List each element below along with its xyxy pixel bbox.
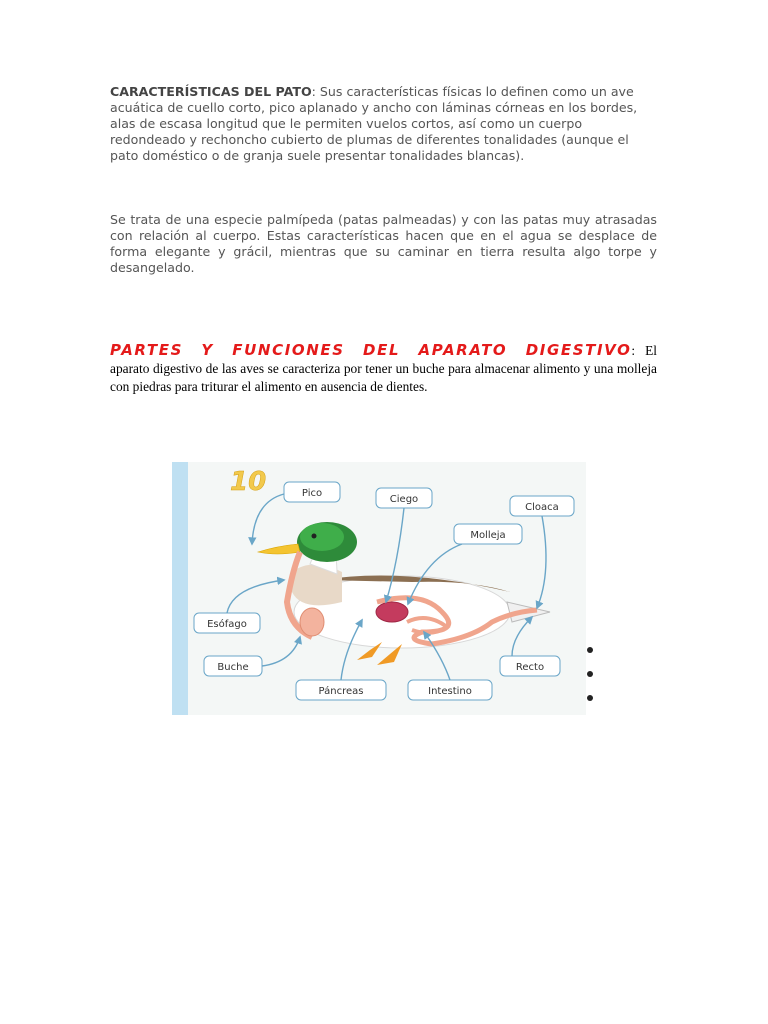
page-number: 10: [230, 467, 267, 497]
duck-digestive-diagram: [172, 462, 596, 715]
text-caracteristicas: : Sus características físicas lo definen como un ave acuática de cuello corto, pico aplanado y ancho con láminas córneas en los bordes, alas de escasa longitud que le permiten vuelos cortos, así como un cuerpo redondeado y rechoncho cubierto de plumas de diferentes tonalidades (aunque el pato doméstico o de granja suele presentar tonalidades blancas).: [110, 84, 638, 163]
svg-text:Esófago: Esófago: [207, 619, 247, 630]
svg-text:Páncreas: Páncreas: [318, 686, 364, 697]
paragraph-caracteristicas: [110, 84, 657, 164]
svg-text:Cloaca: Cloaca: [525, 502, 559, 513]
svg-text:Pico: Pico: [301, 488, 323, 499]
paragraph-aparato-digestivo: [110, 341, 657, 396]
right-margin: [586, 462, 596, 715]
svg-text:Buche: Buche: [217, 662, 249, 673]
paragraph-palmipeda: [110, 212, 657, 276]
binder-hole: [587, 695, 593, 701]
label-esofago: [194, 613, 260, 633]
binder-hole: [587, 671, 593, 677]
label-molleja: [454, 524, 522, 544]
label-recto: [500, 656, 560, 676]
label-ciego: [376, 488, 432, 508]
label-intestino: [408, 680, 492, 700]
text-palmipeda: Se trata de una especie palmípeda (patas palmeadas) y con las patas muy atrasadas con relación al cuerpo. Estas características hacen que en el agua se desplace de forma elegante y grácil, mientras que su caminar en tierra resulta algo torpe y desangelado.: [110, 212, 657, 275]
label-pancreas: [296, 680, 386, 700]
svg-text:Intestino: Intestino: [428, 686, 472, 697]
binder-hole: [587, 647, 593, 653]
svg-text:Recto: Recto: [515, 662, 545, 673]
heading-partes-aparato-digestivo: PARTES Y FUNCIONES DEL APARATO DIGESTIVO: [110, 341, 632, 359]
left-margin-stripe: [172, 462, 188, 715]
label-pico: [284, 482, 340, 502]
svg-text:Ciego: Ciego: [389, 494, 419, 505]
label-buche: [204, 656, 262, 676]
label-cloaca: [510, 496, 574, 516]
heading-caracteristicas-del-pato: CARACTERÍSTICAS DEL PATO: [110, 84, 312, 99]
text-aparato-digestivo: : El aparato digestivo de las aves se caracteriza por tener un buche para almacenar alimento y una molleja con piedras para triturar el alimento en ausencia de dientes.: [110, 343, 657, 394]
svg-text:Molleja: Molleja: [470, 530, 506, 541]
